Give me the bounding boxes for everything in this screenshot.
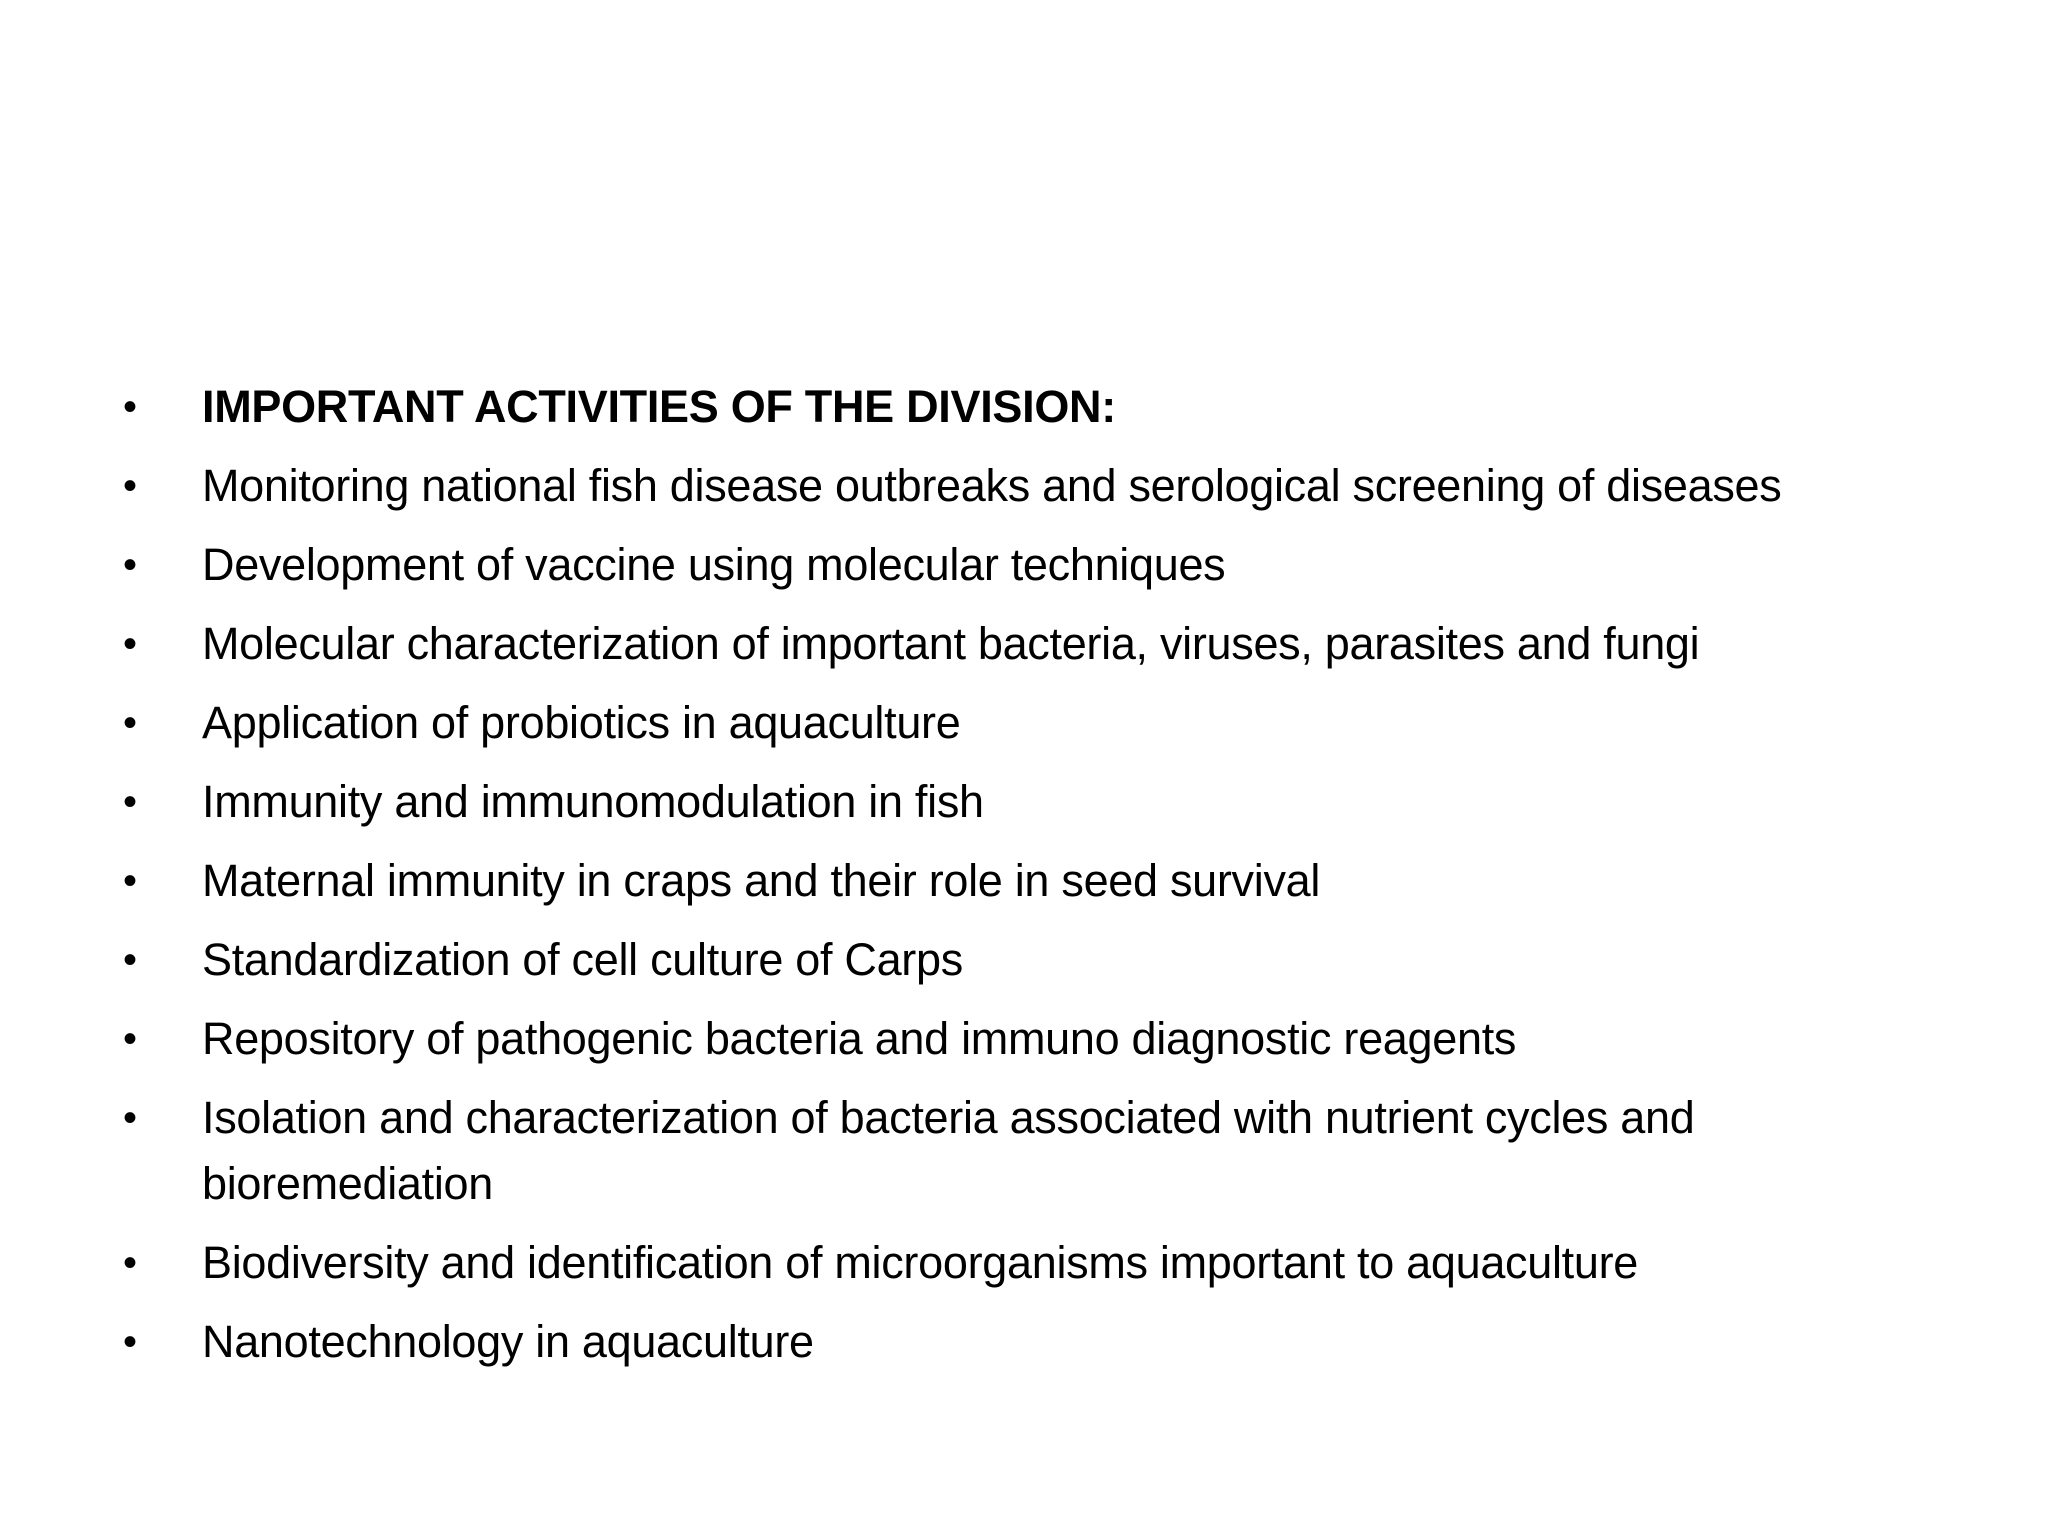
bullet-icon: • [123,938,137,982]
list-item-text: Biodiversity and identification of microorganisms important to aquaculture [202,1237,1639,1288]
bullet-icon: • [123,464,137,508]
list-item-text: Application of probiotics in aquaculture [202,697,961,748]
list-item-text: Repository of pathogenic bacteria and immuno diagnostic reagents [202,1013,1517,1064]
bullet-icon: • [123,385,137,429]
bullet-icon: • [123,1241,137,1285]
list-item [120,927,1920,993]
list-item-text: Immunity and immunomodulation in fish [202,776,984,827]
list-item-text: Maternal immunity in craps and their role in seed survival [202,855,1321,906]
list-item-text: Isolation and characterization of bacteria associated with nutrient cycles and bioremediation [202,1092,1695,1209]
list-item-text: Standardization of cell culture of Carps [202,934,963,985]
list-item [120,1309,1920,1375]
bullet-icon: • [123,780,137,824]
bullet-icon: • [123,622,137,666]
list-item-text: Development of vaccine using molecular techniques [202,539,1226,590]
activities-list [120,374,1920,1388]
list-item [120,848,1920,914]
list-item [120,611,1920,677]
list-item [120,769,1920,835]
list-heading-text: IMPORTANT ACTIVITIES OF THE DIVISION: [202,381,1116,432]
list-item [120,532,1920,598]
bullet-icon: • [123,701,137,745]
list-item-text: Nanotechnology in aquaculture [202,1316,814,1367]
list-heading [120,374,1920,440]
list-item-text: Molecular characterization of important bacteria, viruses, parasites and fungi [202,618,1700,669]
bullet-icon: • [123,859,137,903]
list-item [120,690,1920,756]
list-item [120,1085,1920,1217]
bullet-icon: • [123,1096,137,1140]
list-item [120,1230,1920,1296]
bullet-icon: • [123,1017,137,1061]
list-item [120,1006,1920,1072]
list-item [120,453,1920,519]
list-item-text: Monitoring national fish disease outbreaks and serological screening of diseases [202,460,1782,511]
bullet-icon: • [123,1320,137,1364]
bullet-icon: • [123,543,137,587]
